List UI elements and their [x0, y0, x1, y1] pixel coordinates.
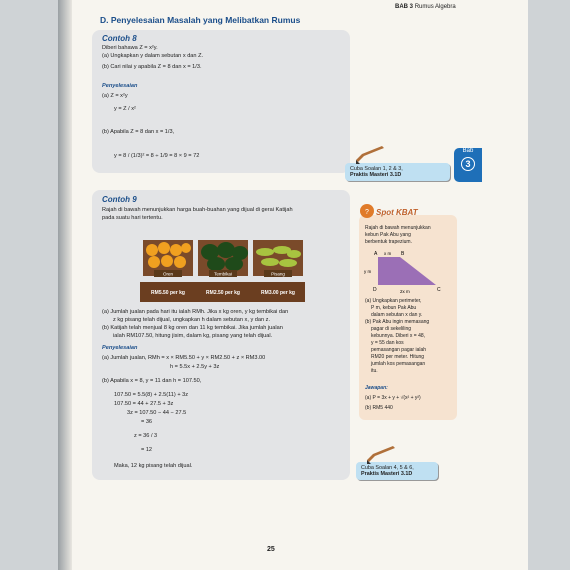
- example-9-solution-1: (a) Jumlah jualan, RMh = x × RM5.50 + y × RM2.50 + z × RM3.00: [102, 355, 266, 361]
- fruit-label-watermelon: Tembikai: [214, 271, 232, 277]
- example-8-solution-b2: y = 8 / (1/3)² = 8 ÷ 1/9 = 8 × 9 = 72: [114, 153, 200, 159]
- try-questions-2-line2: Praktis Masteri 3.1D: [361, 471, 413, 477]
- example-9-question-b2: ialah RM107.50, hitung jisim, dalam kg, pisang yang telah dijual.: [113, 333, 273, 339]
- try-questions-box-2: [356, 462, 438, 480]
- kbat-qb-3: kebunnya. Diberi x = 48,: [371, 333, 426, 339]
- side-left-label: y m: [364, 269, 372, 274]
- kbat-answer-label: Jawapan:: [365, 385, 388, 391]
- example-9-solution-label: Penyelesaian: [102, 345, 138, 351]
- kbat-qb-7: jumlah kos pemasangan: [371, 361, 426, 367]
- example-9-question-b1: (b) Katijah telah menjual 8 kg oren dan 11 kg tembikai. Jika jumlah jualan: [102, 325, 283, 331]
- example-8-title: Contoh 8: [102, 34, 137, 43]
- example-8-solution-a1: (a) Z = x²y: [102, 93, 128, 99]
- example-9-conclusion: Maka, 12 kg pisang telah dijual.: [114, 463, 193, 469]
- try-questions-2-line1: Cuba Soalan 4, 5 & 6,: [361, 465, 414, 471]
- example-8-solution-label: Penyelesaian: [102, 83, 138, 89]
- kbat-qb-4: y = 55 dan kos: [371, 340, 404, 346]
- section-title: D. Penyelesaian Masalah yang Melibatkan Rumus: [100, 15, 301, 25]
- example-9-solution-7: = 36: [141, 419, 153, 425]
- example-8-given: Diberi bahawa Z = x²y.: [102, 45, 158, 51]
- kbat-answer-b: (b) RM5 440: [365, 405, 393, 411]
- kbat-qa-3: dalam sebutan x dan y.: [371, 312, 423, 318]
- kbat-title: Spot KBAT: [376, 208, 418, 217]
- book-spine: [58, 0, 72, 570]
- example-8-question-b: (b) Cari nilai y apabila Z = 8 dan x = 1/3.: [102, 64, 202, 70]
- example-8-solution-a2: y = Z / x²: [114, 106, 136, 112]
- trapezium-diagram: [362, 247, 454, 295]
- vertex-c: C: [437, 287, 441, 293]
- kbat-answer-a: (a) P = 3x + y + √(x² + y²): [365, 395, 421, 401]
- chapter-tab-label: Bab: [462, 148, 474, 154]
- try-questions-line2: Praktis Masteri 3.1D: [350, 172, 402, 178]
- vertex-d: D: [373, 287, 377, 293]
- chapter-tab[interactable]: [454, 148, 482, 182]
- example-8-question-a: (a) Ungkapkan y dalam sebutan x dan Z.: [102, 53, 204, 59]
- chapter-tab-number: 3: [461, 157, 475, 171]
- fruit-label-banana: Pisang: [271, 271, 285, 277]
- kbat-qb-6: RM20 per meter. Hitung: [371, 354, 425, 360]
- svg-text:?: ?: [365, 209, 369, 216]
- example-9-solution-5: 107.50 = 44 + 27.5 + 3z: [114, 401, 174, 407]
- example-9-solution-4: 107.50 = 5.5(8) + 2.5(11) + 3z: [114, 392, 189, 398]
- vertex-a: A: [374, 251, 378, 257]
- example-9-solution-3: (b) Apabila x = 8, y = 11 dan h = 107.50,: [102, 378, 202, 384]
- price-banana: RM3.00 per kg: [261, 290, 295, 296]
- example-9-question-a2: z kg pisang telah dijual, ungkapkan h dalam sebutan x, y dan z.: [113, 317, 271, 323]
- example-9-solution-6: 3z = 107.50 − 44 − 27.5: [127, 410, 187, 416]
- kbat-qb-5: pemasangan pagar ialah: [371, 347, 427, 353]
- price-orange: RM5.50 per kg: [151, 290, 185, 296]
- example-9-solution-9: = 12: [141, 447, 153, 453]
- kbat-intro-2: kebun Pak Abu yang: [365, 232, 411, 238]
- pencil-icon-2: [367, 446, 397, 464]
- kbat-intro-1: Rajah di bawah menunjukkan: [365, 225, 431, 231]
- try-questions-box-1: [345, 163, 450, 181]
- price-watermelon: RM2.50 per kg: [206, 290, 240, 296]
- vertex-b: B: [401, 251, 405, 257]
- kbat-intro-3: berbentuk trapezium.: [365, 239, 412, 245]
- example-9-solution-2: h = 5.5x + 2.5y + 3z: [170, 364, 220, 370]
- lightbulb-icon: [359, 203, 375, 219]
- fruit-label-orange: Oren: [162, 271, 174, 277]
- kbat-qa-1: (a) Ungkapkan perimeter,: [365, 298, 422, 304]
- example-9-intro-line1: Rajah di bawah menunjukkan harga buah-buahan yang dijual di gerai Katijah: [102, 207, 293, 213]
- example-9-solution-8: z = 36 / 3: [134, 433, 158, 439]
- example-9-intro-line2: pada suatu hari tertentu.: [102, 215, 163, 221]
- side-bottom-label: 2x m: [400, 289, 410, 294]
- try-questions-line1: Cuba Soalan 1, 2 & 3,: [350, 166, 403, 172]
- running-header: BAB 3 Rumus Algebra: [395, 4, 456, 10]
- pencil-icon: [356, 146, 386, 164]
- page-number: 25: [267, 546, 275, 553]
- example-9-title: Contoh 9: [102, 195, 137, 204]
- kbat-qb-1: (b) Pak Abu ingin memasang: [365, 319, 430, 325]
- example-9-question-a1: (a) Jumlah jualan pada hari itu ialah RMh. Jika x kg oren, y kg tembikai dan: [102, 309, 289, 315]
- fruit-stall-illustration: [140, 232, 305, 304]
- side-top-label: x m: [384, 251, 392, 256]
- example-8-solution-b1: (b) Apabila Z = 8 dan x = 1/3,: [102, 129, 175, 135]
- kbat-qa-2: P m, kebun Pak Abu: [371, 305, 417, 311]
- kbat-qb-8: itu.: [371, 368, 378, 374]
- kbat-qb-2: pagar di sekeliling: [371, 326, 412, 332]
